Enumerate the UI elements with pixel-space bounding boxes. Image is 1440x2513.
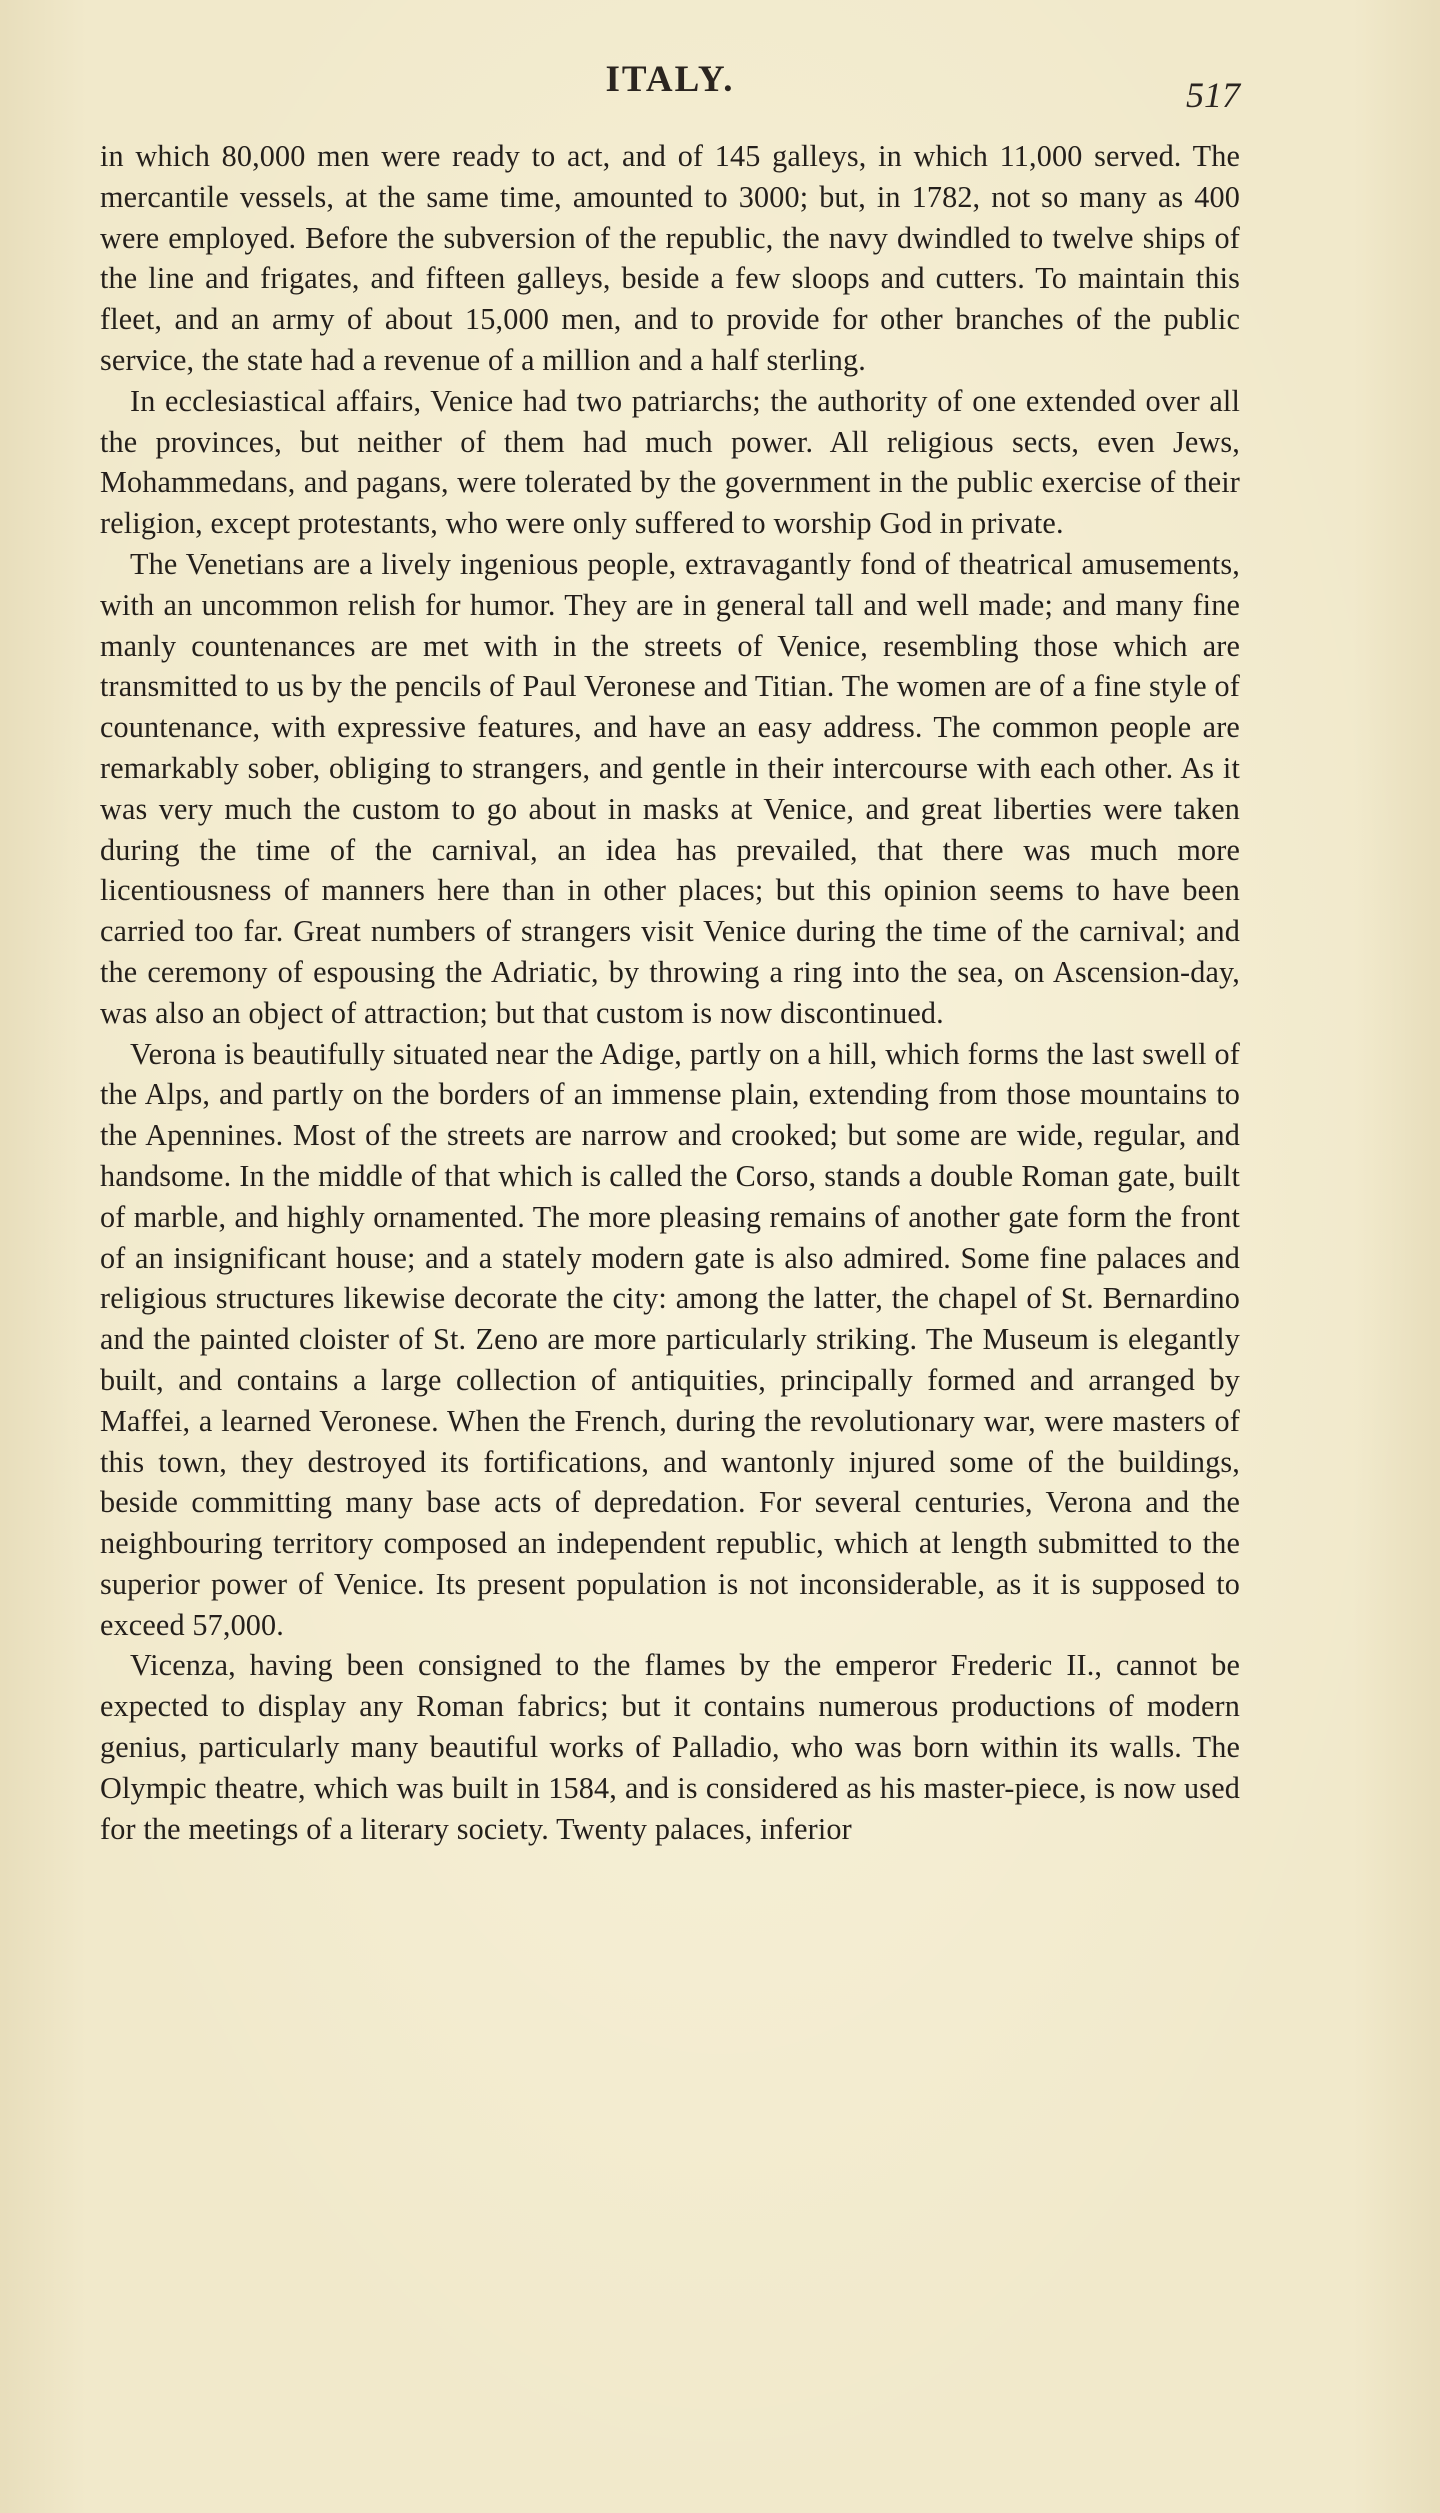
page-number: 517 [1186,75,1240,115]
paragraph-venetian-people: The Venetians are a lively ingenious people, extravagantly fond of theatrical amusements, with an uncommon relish for humor. They are in general tall and well made; and many fine manly countenances are met with in the streets of Venice, resembling those which are transmitted to us by the pencils of Paul Veronese and Titian. The women are of a fine style of countenance, with expressive features, and have an easy address. The common people are remarkably sober, obliging to strangers, and gentle in their intercourse with each other. As it was very much the custom to go about in masks at Venice, and great liberties were taken during the time of the carnival, an idea has prevailed, that there was much more licentiousness of manners here than in other places; but this opinion seems to have been carried too far. Great numbers of strangers visit Venice during the time of the carnival; and the ceremony of espousing the Adriatic, by throwing a ring into the sea, on Ascension-day, was also an object of attraction; but that custom is now discontinued. [100,546,1240,1030]
paragraph-ecclesiastical-affairs: In ecclesiastical affairs, Venice had two patriarchs; the authority of one extended over all the provinces, but neither of them had much power. All religious sects, even Jews, Mohammedans, and pagans, were tolerated by the government in the public exercise of their religion, except protestants, who were only suffered to worship God in private. [100,383,1240,541]
paragraph-vicenza: Vicenza, having been consigned to the flames by the emperor Frederic II., cannot be expected to display any Roman fabrics; but it contains numerous productions of modern genius, particularly many beautiful works of Palladio, who was born within its walls. The Olympic theatre, which was built in 1584, and is considered as his master-piece, is now used for the meetings of a literary society. Twenty palaces, inferior [100,1648,1240,1846]
body-text [100,136,1240,1849]
paragraph-verona: Verona is beautifully situated near the Adige, partly on a hill, which forms the last swell of the Alps, and partly on the borders of an immense plain, extending from those mountains to the Apennines. Most of the streets are narrow and crooked; but some are wide, regular, and handsome. In the middle of that which is called the Corso, stands a double Roman gate, built of marble, and highly ornamented. The more pleasing remains of another gate form the front of an insignificant house; and a stately modern gate is also admired. Some fine palaces and religious structures likewise decorate the city: among the latter, the chapel of St. Bernardino and the painted cloister of St. Zeno are more particularly striking. The Museum is elegantly built, and contains a large collection of antiquities, principally formed and arranged by Maffei, a learned Veronese. When the French, during the revolutionary war, were masters of this town, they destroyed its fortifications, and wantonly injured some of the buildings, beside committing many base acts of depredation. For several centuries, Verona and the neighbouring territory composed an independent republic, which at length submitted to the superior power of Venice. Its present population is not inconsiderable, as it is supposed to exceed 57,000. [100,1036,1240,1642]
running-head [100,58,1240,118]
running-title: ITALY. [605,59,735,100]
paragraph-venice-navy: in which 80,000 men were ready to act, and of 145 galleys, in which 11,000 served. The mercantile vessels, at the same time, amounted to 3000; but, in 1782, not so many as 400 were employed. Before the subversion of the republic, the navy dwindled to twelve ships of the line and frigates, and fifteen galleys, beside a few sloops and cutters. To maintain this fleet, and an army of about 15,000 men, and to provide for other branches of the public service, the state had a revenue of a million and a half sterling. [100,139,1240,377]
